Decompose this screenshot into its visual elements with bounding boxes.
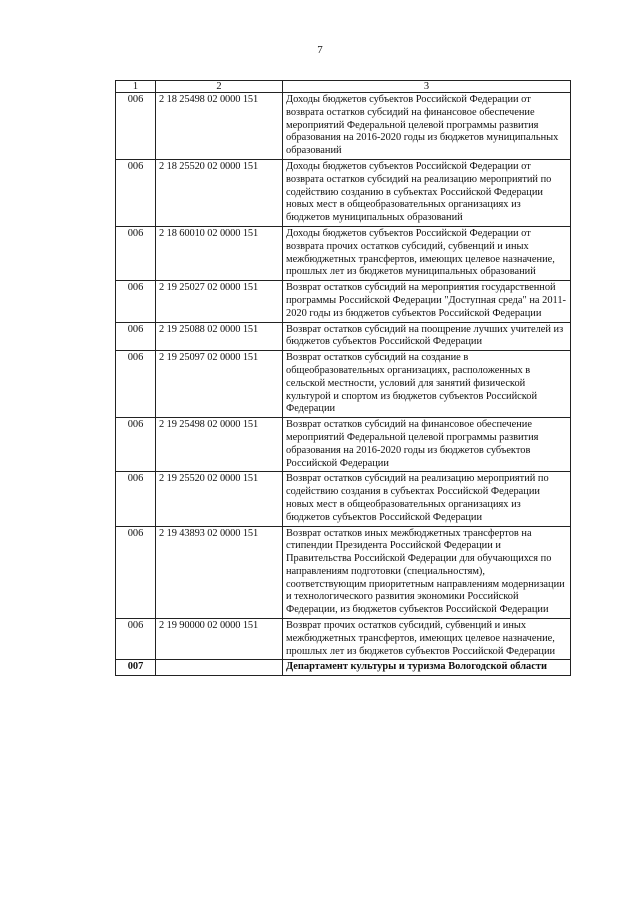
admin-code-cell: 006: [116, 226, 156, 280]
budget-codes-table: [115, 80, 571, 676]
income-name-cell: Доходы бюджетов субъектов Российской Федерации от возврата остатков субсидий на финансовое обеспечение мероприятий Федеральной целевой программы развития образования на 2016-2020 годы из бюджетов муниципальных образований: [283, 93, 571, 160]
header-row: [116, 81, 571, 93]
table-row: [116, 159, 571, 226]
table-row: [116, 619, 571, 660]
admin-code-cell: 007: [116, 660, 156, 676]
income-name-cell: Департамент культуры и туризма Вологодской области: [283, 660, 571, 676]
admin-code-cell: 006: [116, 281, 156, 322]
header-col-3: 3: [283, 81, 571, 93]
table-header: [116, 81, 571, 93]
income-name-cell: Возврат остатков иных межбюджетных трансфертов на стипендии Президента Российской Федерации и Правительства Российской Федерации для обучающихся по направлениям подготовки (специальностям), соответствующим приоритетным направлениям модернизации и технологического развития экономики Российской Федерации, из бюджетов субъектов Российской Федерации: [283, 526, 571, 619]
admin-code-cell: 006: [116, 159, 156, 226]
income-name-cell: Возврат остатков субсидий на финансовое обеспечение мероприятий Федеральной целевой программы развития образования на 2016-2020 годы из бюджетов субъектов Российской Федерации: [283, 418, 571, 472]
income-name-cell: Возврат остатков субсидий на поощрение лучших учителей из бюджетов субъектов Российской Федерации: [283, 322, 571, 351]
classification-code-cell: [156, 660, 283, 676]
income-name-cell: Возврат остатков субсидий на реализацию мероприятий по содействию создания в субъектах Российской Федерации новых мест в общеобразовательных организациях из бюджетов субъектов Российской Федерации: [283, 472, 571, 526]
classification-code-cell: 2 19 25520 02 0000 151: [156, 472, 283, 526]
classification-code-cell: 2 19 43893 02 0000 151: [156, 526, 283, 619]
income-name-cell: Возврат остатков субсидий на создание в общеобразовательных организациях, расположенных в сельской местности, условий для занятий физической культурой и спортом из бюджетов субъектов Российской Федерации: [283, 351, 571, 418]
admin-code-cell: 006: [116, 472, 156, 526]
table-row: [116, 660, 571, 676]
classification-code-cell: 2 19 90000 02 0000 151: [156, 619, 283, 660]
admin-code-cell: 006: [116, 418, 156, 472]
income-name-cell: Доходы бюджетов субъектов Российской Федерации от возврата прочих остатков субсидий, субвенций и иных межбюджетных трансфертов, имеющих целевое назначение, прошлых лет из бюджетов муниципальных образований: [283, 226, 571, 280]
classification-code-cell: 2 19 25027 02 0000 151: [156, 281, 283, 322]
table-row: [116, 322, 571, 351]
admin-code-cell: 006: [116, 526, 156, 619]
classification-code-cell: 2 18 60010 02 0000 151: [156, 226, 283, 280]
classification-code-cell: 2 18 25520 02 0000 151: [156, 159, 283, 226]
income-name-cell: Доходы бюджетов субъектов Российской Федерации от возврата остатков субсидий на реализацию мероприятий по содействию созданию в субъектах Российской Федерации новых мест в общеобразовательных организациях из бюджетов муниципальных образований: [283, 159, 571, 226]
header-col-1: 1: [116, 81, 156, 93]
table-row: [116, 472, 571, 526]
header-col-2: 2: [156, 81, 283, 93]
admin-code-cell: 006: [116, 619, 156, 660]
classification-code-cell: 2 18 25498 02 0000 151: [156, 93, 283, 160]
classification-code-cell: 2 19 25097 02 0000 151: [156, 351, 283, 418]
classification-code-cell: 2 19 25088 02 0000 151: [156, 322, 283, 351]
admin-code-cell: 006: [116, 351, 156, 418]
table-row: [116, 281, 571, 322]
admin-code-cell: 006: [116, 93, 156, 160]
income-name-cell: Возврат прочих остатков субсидий, субвенций и иных межбюджетных трансфертов, имеющих целевое назначение, прошлых лет из бюджетов субъектов Российской Федерации: [283, 619, 571, 660]
table-row: [116, 351, 571, 418]
income-name-cell: Возврат остатков субсидий на мероприятия государственной программы Российской Федерации "Доступная среда" на 2011-2020 годы из бюджетов субъектов Российской Федерации: [283, 281, 571, 322]
table-row: [116, 418, 571, 472]
table-row: [116, 526, 571, 619]
table-row: [116, 93, 571, 160]
page-number: 7: [317, 44, 323, 56]
table-body: [116, 93, 571, 676]
table-row: [116, 226, 571, 280]
admin-code-cell: 006: [116, 322, 156, 351]
classification-code-cell: 2 19 25498 02 0000 151: [156, 418, 283, 472]
